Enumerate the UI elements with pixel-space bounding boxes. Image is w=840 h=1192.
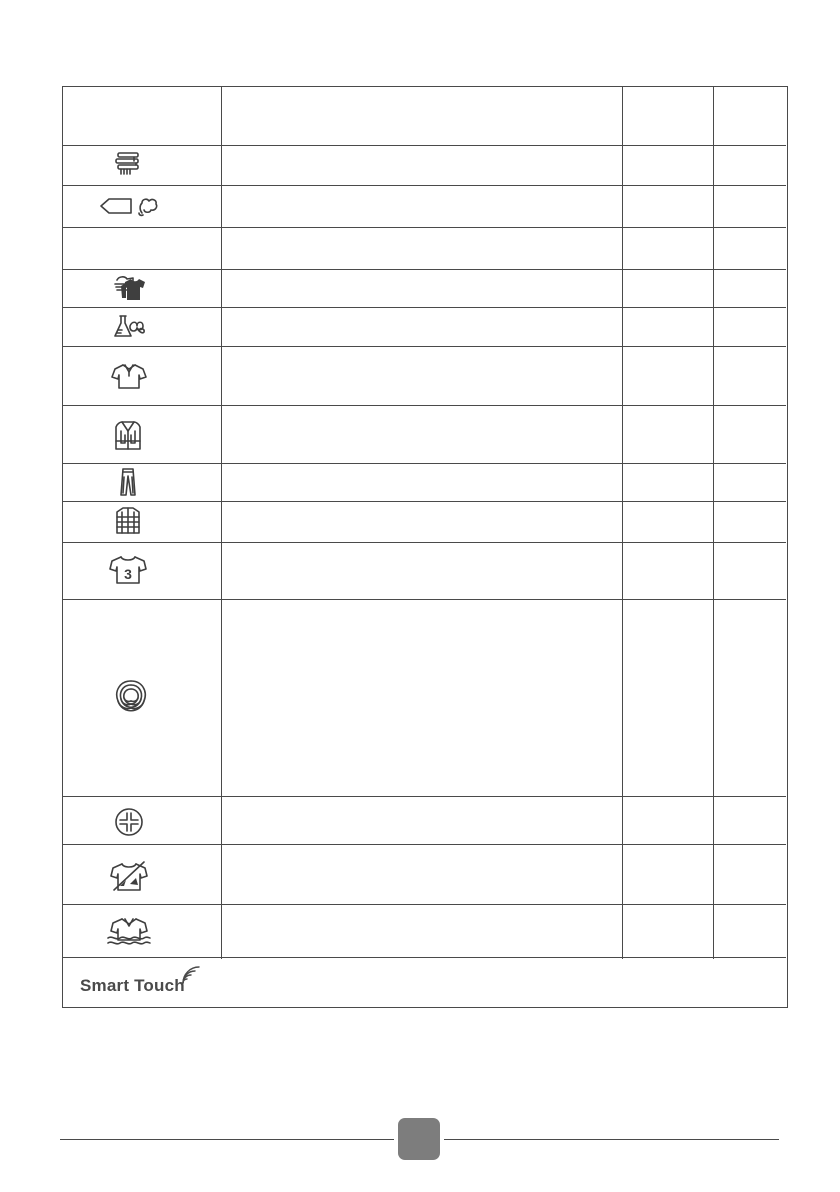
row-divider bbox=[63, 542, 786, 543]
row-divider bbox=[63, 227, 786, 228]
jeans-icon bbox=[119, 467, 137, 497]
row-divider bbox=[63, 463, 786, 464]
cotton-tag-icon bbox=[99, 195, 161, 217]
row-divider bbox=[63, 307, 786, 308]
synthetic-flask-icon bbox=[113, 314, 147, 340]
tshirt-3-icon bbox=[109, 555, 147, 585]
jacket-icon bbox=[113, 419, 143, 453]
row-divider bbox=[63, 269, 786, 270]
smart-touch-logo: Smart Touch bbox=[80, 976, 185, 995]
no-stain-shirt-icon bbox=[110, 860, 150, 892]
row-divider bbox=[63, 501, 786, 502]
hygiene-cross-icon bbox=[114, 807, 144, 837]
column-divider bbox=[713, 87, 714, 959]
row-divider bbox=[63, 185, 786, 186]
wool-icon bbox=[110, 677, 152, 717]
tshirt-number: 3 bbox=[124, 566, 132, 582]
wireless-waves-icon bbox=[181, 966, 201, 991]
quilted-jacket-icon bbox=[114, 506, 142, 536]
stacked-towels-icon bbox=[113, 151, 143, 177]
row-divider bbox=[63, 957, 786, 958]
column-divider bbox=[221, 87, 222, 959]
row-divider bbox=[63, 599, 786, 600]
shirt-waves-icon bbox=[106, 916, 152, 948]
row-divider bbox=[63, 796, 786, 797]
row-divider bbox=[63, 405, 786, 406]
row-divider bbox=[63, 904, 786, 905]
column-divider bbox=[622, 87, 623, 959]
row-divider bbox=[63, 346, 786, 347]
page-number-tab bbox=[398, 1118, 440, 1160]
mixed-colors-icon bbox=[113, 274, 147, 302]
footer-rule-right bbox=[444, 1139, 779, 1140]
program-table bbox=[62, 86, 788, 1008]
footer-rule-left bbox=[60, 1139, 394, 1140]
polo-shirt-icon bbox=[111, 362, 147, 390]
row-divider bbox=[63, 844, 786, 845]
row-divider bbox=[63, 145, 786, 146]
